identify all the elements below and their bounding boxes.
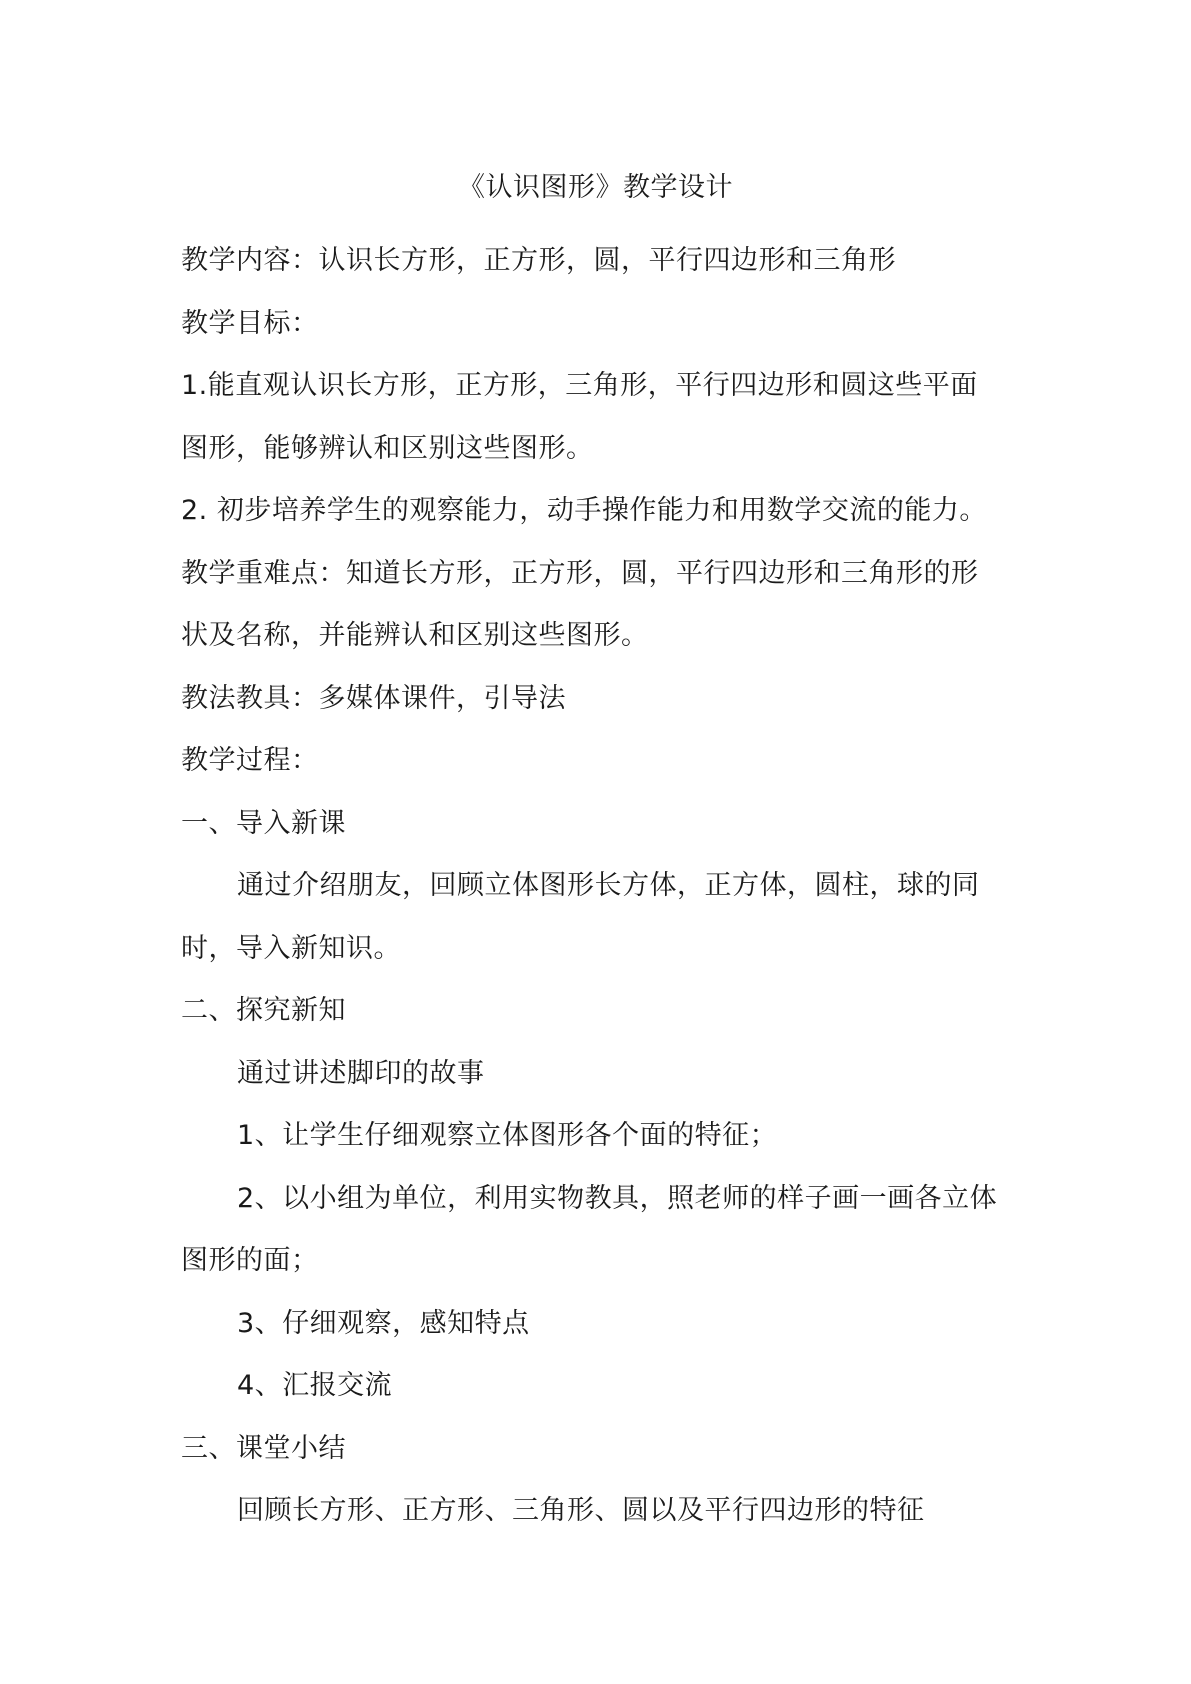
step-2-line-2: 图形的面；: [181, 1245, 319, 1276]
goal-2-line: 2. 初步培养学生的观察能力，动手操作能力和用数学交流的能力。: [181, 495, 987, 526]
step-4: 4、汇报交流: [237, 1370, 393, 1401]
section-1-paragraph-line-2: 时，导入新知识。: [181, 932, 401, 964]
section-1-heading: 一、导入新课: [181, 807, 346, 839]
document-body: [181, 230, 1021, 1543]
step-1: 1、让学生仔细观察立体图形各个面的特征；: [237, 1120, 778, 1151]
section-2-heading: 二、探究新知: [181, 995, 346, 1026]
step-3: 3、仔细观察，感知特点: [237, 1307, 530, 1339]
key-points-line-2: 状及名称，并能辨认和区别这些图形。: [181, 620, 649, 651]
section-1-paragraph-line-1: 通过介绍朋友，回顾立体图形长方体，正方体，圆柱，球的同: [237, 870, 980, 901]
section-3-paragraph: 回顾长方形、正方形、三角形、圆以及平行四边形的特征: [237, 1495, 925, 1526]
goal-1-line-1: 1.能直观认识长方形，正方形，三角形，平行四边形和圆这些平面: [181, 370, 978, 401]
methods-tools-line: 教法教具：多媒体课件，引导法: [181, 682, 566, 714]
document-title: 《认识图形》教学设计: [458, 172, 733, 203]
teaching-content-line: 教学内容：认识长方形，正方形，圆，平行四边形和三角形: [181, 245, 896, 276]
step-2-line-1: 2、以小组为单位，利用实物教具，照老师的样子画一画各立体: [237, 1182, 998, 1214]
process-heading: 教学过程：: [181, 745, 319, 776]
section-2-intro: 通过讲述脚印的故事: [237, 1057, 485, 1089]
teaching-goals-heading: 教学目标：: [181, 307, 319, 339]
section-3-heading: 三、课堂小结: [181, 1432, 346, 1464]
key-points-line-1: 教学重难点：知道长方形，正方形，圆，平行四边形和三角形的形: [181, 557, 979, 589]
goal-1-line-2: 图形，能够辨认和区别这些图形。: [181, 432, 594, 464]
